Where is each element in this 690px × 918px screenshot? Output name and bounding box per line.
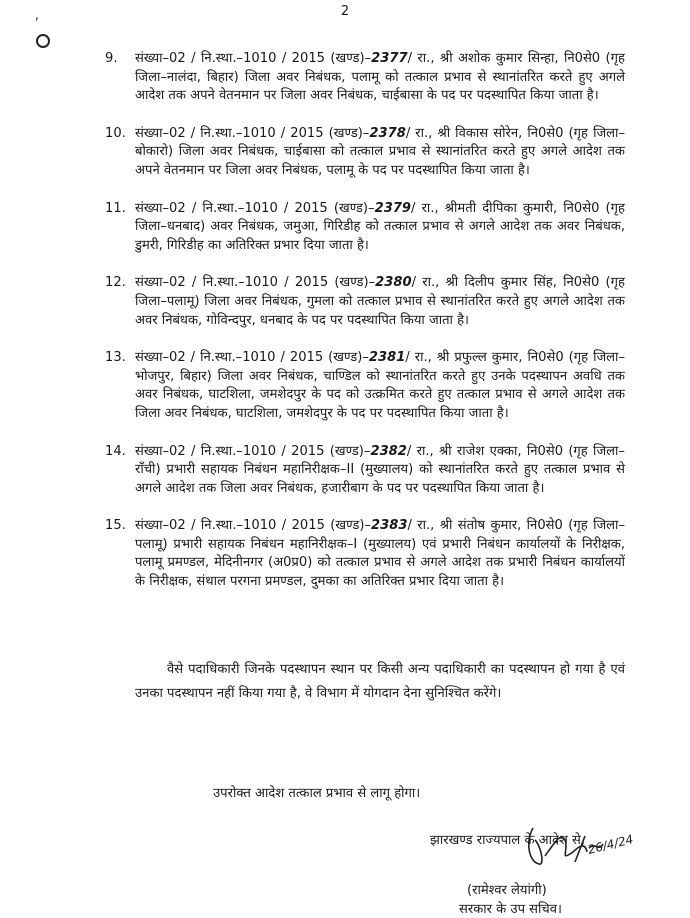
item-ref-number: 2380 — [375, 275, 412, 291]
item-prefix: संख्या–02 / नि.स्था.–1010 / 2015 (खण्ड)– — [135, 275, 376, 291]
item-content: / रा., श्री संतोष कुमार, नि0से0 (गृह जिला–पलामू) प्रभारी सहायक निबंधन महानिरीक्षक–I (मुख्यालय) एवं प्रभारी निबंधन कार्यालयों के निरीक्षक, पलामू प्रमण्डल, मेदिनीनगर (अ0प्र0) को तत्काल प्रभाव से अगले आदेश तक प्रभारी निबंधन कार्यालयों के निरीक्षक, संथाल परगना प्रमण्डल, दुमका का अतिरिक्त प्रभार दिया जाता है। — [135, 518, 625, 590]
item-content: / रा., श्रीमती दीपिका कुमारी, नि0से0 (गृह जिला–धनबाद) अवर निबंधक, जमुआ, गिरिडीह को तत्काल प्रभाव से अगले आदेश तक अवर निबंधक, डुमरी, गिरिडीह का अतिरिक्त प्रभार दिया जाता है। — [135, 200, 625, 253]
item-prefix: संख्या–02 / नि.स्था.–1010 / 2015 (खण्ड)– — [135, 200, 375, 216]
margin-mark: , — [35, 8, 39, 22]
item-content: / रा., श्री प्रफुल्ल कुमार, नि0से0 (गृह जिला–भोजपुर, बिहार) जिला अवर निबंधक, चाण्डिल को स्थानांतरित करते हुए उनके पदस्थापन अवधि तक अवर निबंधक, घाटशिला, जमशेदपुर के पद को उत्क्रमित करते हुए तत्काल प्रभाव से अगले आदेश तक जिला अवर निबंधक, घाटशिला, जमशेदपुर के पद पर पदस्थापित किया जाता है। — [135, 350, 625, 421]
order-items-list — [105, 50, 625, 611]
order-item — [105, 349, 625, 423]
item-prefix: संख्या–02 / नि.स्था.–1010 / 2015 (खण्ड)– — [135, 350, 369, 366]
item-number: 12. — [105, 275, 126, 291]
item-text — [135, 517, 625, 591]
item-number: 9. — [105, 51, 118, 66]
order-item — [105, 443, 625, 499]
item-prefix: संख्या–02 / नि.स्था.–1010 / 2015 (खण्ड)– — [135, 518, 371, 534]
handwritten-signature — [515, 822, 635, 884]
page-number: 2 — [340, 4, 350, 19]
order-item — [105, 50, 625, 106]
item-text — [135, 125, 625, 181]
signature-authority: झारखण्ड राज्यपाल के आदेश से, — [430, 833, 586, 848]
item-content: / रा., श्री विकास सोरेन, नि0से0 (गृह जिला–बोकारो) जिला अवर निबंधक, चाईबासा को तत्काल प्रभाव से स्थानांतरित करते हुए अगले आदेश तक अपने वेतनमान पर जिला अवर निबंधक, पलामू के पद पर पदस्थापित किया जाता है। — [135, 125, 625, 178]
item-content: / रा., श्री राजेश एक्का, नि0से0 (गृह जिला–राँची) प्रभारी सहायक निबंधन महानिरीक्षक–II (मुख्यालय) को स्थानांतरित करते हुए तत्काल प्रभाव से अगले आदेश तक जिला अवर निबंधक, हजारीबाग के पद पर पदस्थापित किया जाता है। — [135, 443, 625, 496]
order-item — [105, 517, 625, 591]
item-text — [135, 50, 625, 106]
item-number: 15. — [105, 518, 126, 534]
item-prefix: संख्या–02 / नि.स्था.–1010 / 2015 (खण्ड)– — [135, 51, 372, 66]
closing-paragraph: वैसे पदाधिकारी जिनके पदस्थापन स्थान पर किसी अन्य पदाधिकारी का पदस्थापन हो गया है एवं उनका पदस्थापन नहीं किया गया है, वे विभाग में योगदान देना सुनिश्चित करेंगे। — [135, 662, 625, 701]
punch-hole-mark — [36, 34, 50, 48]
order-item — [105, 125, 625, 181]
item-ref-number: 2377 — [371, 51, 408, 66]
item-content: / रा., श्री अशोक कुमार सिन्हा, नि0से0 (गृह जिला–नालंदा, बिहार) जिला अवर निबंधक, पलामू को तत्काल प्रभाव से स्थानांतरित करते हुए अगले आदेश तक अपने वेतनमान पर जिला अवर निबंधक, चाईबासा के पद पर पदस्थापित किया जाता है। — [135, 51, 625, 104]
item-ref-number: 2382 — [370, 443, 407, 459]
item-text — [135, 349, 625, 423]
signatory-designation: सरकार के उप सचिव। — [459, 902, 562, 917]
item-text — [135, 443, 625, 499]
item-text — [135, 200, 625, 256]
item-ref-number: 2379 — [374, 200, 412, 216]
order-line: उपरोक्त आदेश तत्काल प्रभाव से लागू होगा। — [213, 786, 421, 801]
item-number: 10. — [105, 125, 126, 141]
order-item — [105, 200, 625, 256]
item-number: 14. — [105, 443, 126, 459]
item-content: / रा., श्री दिलीप कुमार सिंह, नि0से0 (गृह जिला–पलामू) जिला अवर निबंधक, गुमला को तत्काल प्रभाव से स्थानांतरित करते हुए अगले आदेश तक अवर निबंधक, गोविन्दपुर, धनबाद के पद पर पदस्थापित किया जाता है। — [135, 275, 625, 328]
item-prefix: संख्या–02 / नि.स्था.–1010 / 2015 (खण्ड)– — [135, 125, 370, 141]
item-number: 11. — [105, 200, 126, 216]
item-ref-number: 2381 — [368, 350, 406, 366]
item-prefix: संख्या–02 / नि.स्था.–1010 / 2015 (खण्ड)– — [135, 443, 371, 459]
item-number: 13. — [105, 350, 126, 366]
order-item — [105, 274, 625, 330]
item-ref-number: 2383 — [371, 518, 408, 534]
svg-text:26/4/24: 26/4/24 — [586, 832, 635, 857]
item-ref-number: 2378 — [369, 125, 406, 141]
item-text — [135, 274, 625, 330]
signatory-name: (रामेश्वर लेयांगी) — [467, 883, 547, 898]
